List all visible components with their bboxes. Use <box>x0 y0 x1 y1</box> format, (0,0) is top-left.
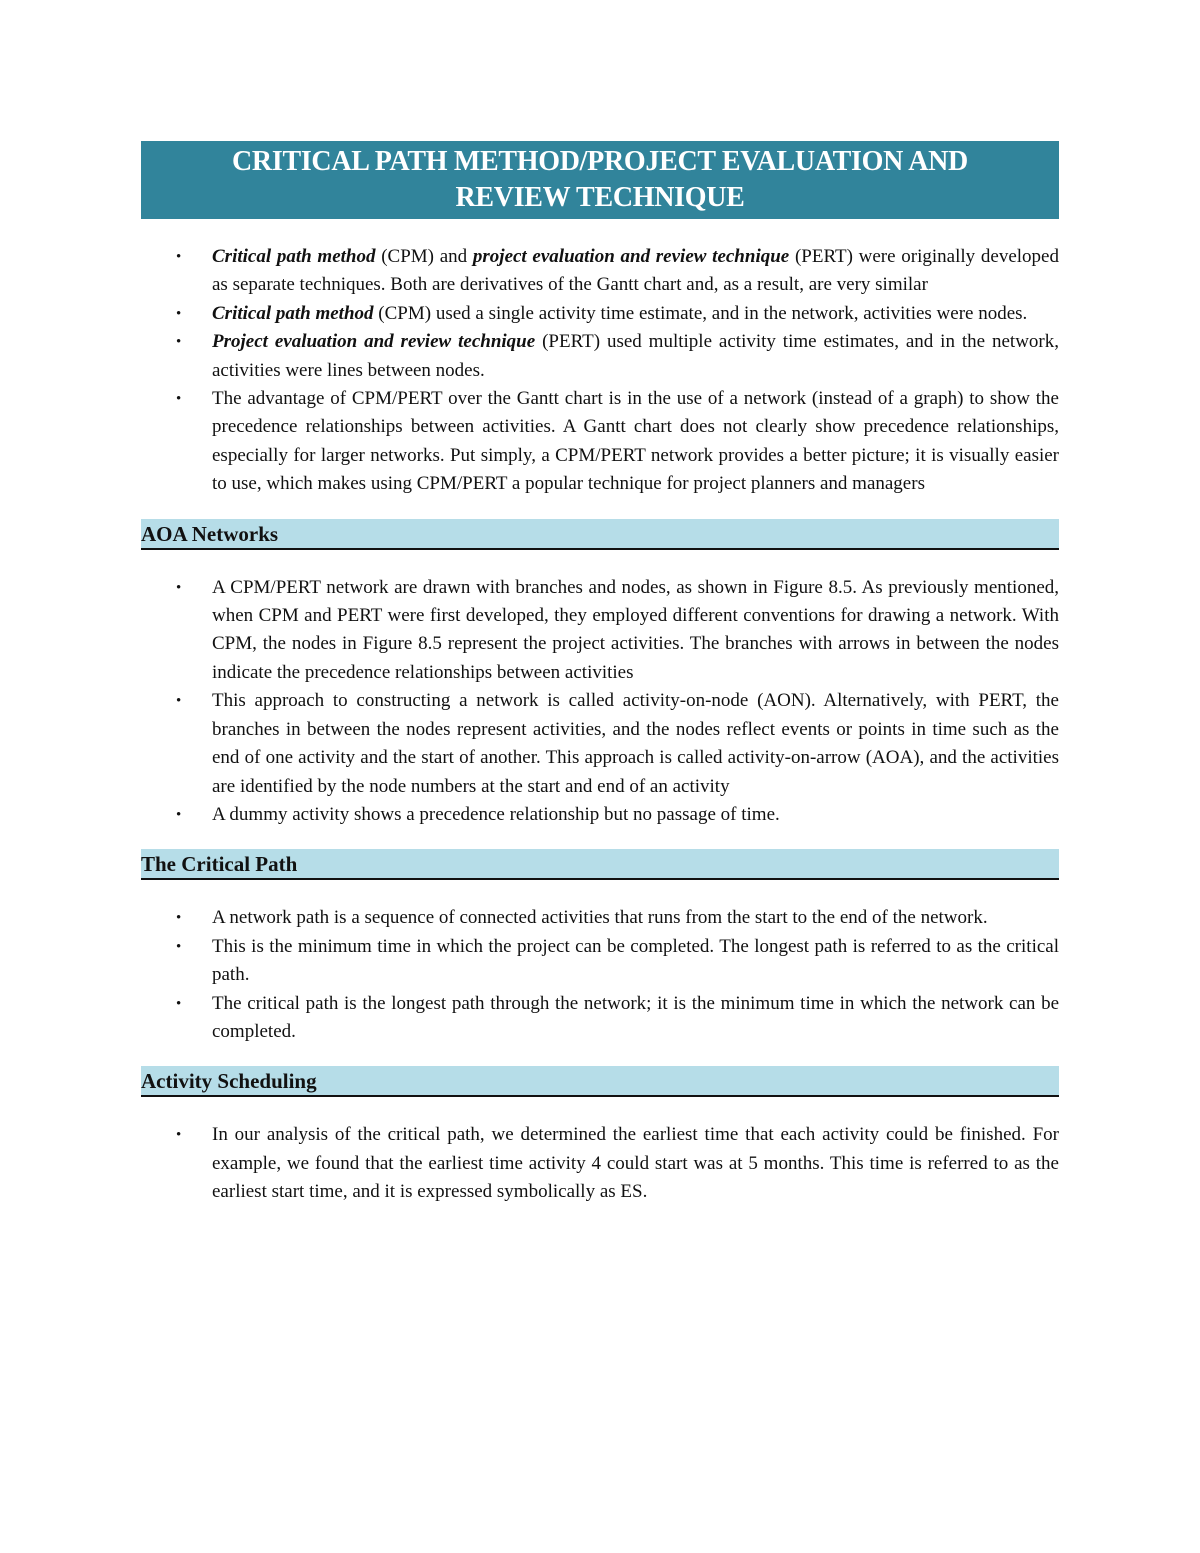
term-pert: Project evaluation and review technique <box>212 331 536 353</box>
section-heading-activity-scheduling: Activity Scheduling <box>141 1066 1059 1097</box>
bullet-icon: • <box>176 910 182 927</box>
bullet-icon: • <box>176 1127 182 1144</box>
list-text: (CPM) used a single activity time estimate, and in the network, activities were nodes. <box>373 302 1028 324</box>
list-text: The advantage of CPM/PERT over the Gantt chart is in the use of a network (instead of a graph) to show the precedence relationships between activities. A Gantt chart does not clearly show precedence relationships, especially for larger networks. Put simply, a CPM/PERT network provides a better picture; it is visually easier to use, which makes using CPM/PERT a popular technique for project planners and managers <box>212 388 1059 495</box>
bullet-icon: • <box>176 305 182 322</box>
critical-path-list <box>141 904 1059 1046</box>
list-text: (PERT) were originally developed as separate techniques. Both are derivatives of the Gantt chart and, as a result, are very similar <box>212 246 1059 296</box>
list-text: The critical path is the longest path through the network; it is the minimum time in which the network can be completed. <box>212 992 1059 1042</box>
list-item <box>141 574 1059 688</box>
list-item <box>141 328 1059 385</box>
bullet-icon: • <box>176 995 182 1012</box>
list-item <box>141 933 1059 990</box>
list-text: A network path is a sequence of connected activities that runs from the start to the end of the network. <box>212 907 988 929</box>
bullet-icon: • <box>176 249 182 265</box>
list-text: A CPM/PERT network are drawn with branches and nodes, as shown in Figure 8.5. As previously mentioned, when CPM and PERT were first developed, they employed different conventions for drawing a network. With CPM, the nodes in Figure 8.5 represent the project activities. The branches with arrows in between the nodes indicate the precedence relationships between activities <box>212 576 1059 683</box>
list-item <box>141 243 1059 300</box>
list-text: This is the minimum time in which the project can be completed. The longest path is referred to as the critical path. <box>212 935 1059 986</box>
intro-list <box>141 243 1059 499</box>
bullet-icon: • <box>176 693 182 710</box>
bullet-icon: • <box>176 334 182 351</box>
list-text: This approach to constructing a network is called activity-on-node (AON). Alternatively, with PERT, the branches in between the nodes represent activities, and the nodes reflect events or points in time such as the end of one activity and the start of another. This approach is called activity-on-arrow (AOA), and the activities are identified by the node numbers at the start and end of an activity <box>212 690 1059 797</box>
term-cpm: Critical path method <box>212 302 374 324</box>
list-item <box>141 1121 1059 1206</box>
bullet-icon: • <box>176 806 182 823</box>
list-item <box>141 801 1059 829</box>
list-item <box>141 385 1059 499</box>
list-text: (PERT) used multiple activity time estimates, and in the network, activities were lines between nodes. <box>212 331 1060 381</box>
term-pert: project evaluation and review technique <box>472 246 790 267</box>
list-text: In our analysis of the critical path, we determined the earliest time that each activity could be finished. For example, we found that the earliest time activity 4 could start was at 5 months. This time is referred to as the earliest start time, and it is expressed symbolically as ES. <box>212 1124 1059 1203</box>
bullet-icon: • <box>176 391 182 408</box>
list-text: (CPM) and <box>375 246 473 267</box>
aoa-list <box>141 574 1059 830</box>
list-item <box>141 990 1059 1047</box>
scheduling-list <box>141 1121 1059 1206</box>
list-item <box>141 300 1059 328</box>
title-line-1: CRITICAL PATH METHOD/PROJECT EVALUATION AND <box>232 146 968 177</box>
title-line-2: REVIEW TECHNIQUE <box>455 182 745 213</box>
list-text: A dummy activity shows a precedence relationship but no passage of time. <box>212 803 780 825</box>
list-item <box>141 904 1059 932</box>
term-cpm: Critical path method <box>212 246 376 267</box>
list-item <box>141 687 1059 801</box>
bullet-icon: • <box>176 579 182 596</box>
section-heading-aoa: AOA Networks <box>141 519 1059 550</box>
bullet-icon: • <box>176 938 182 955</box>
document-title <box>141 141 1059 219</box>
document-page <box>141 141 1059 1207</box>
section-heading-critical-path: The Critical Path <box>141 849 1059 880</box>
